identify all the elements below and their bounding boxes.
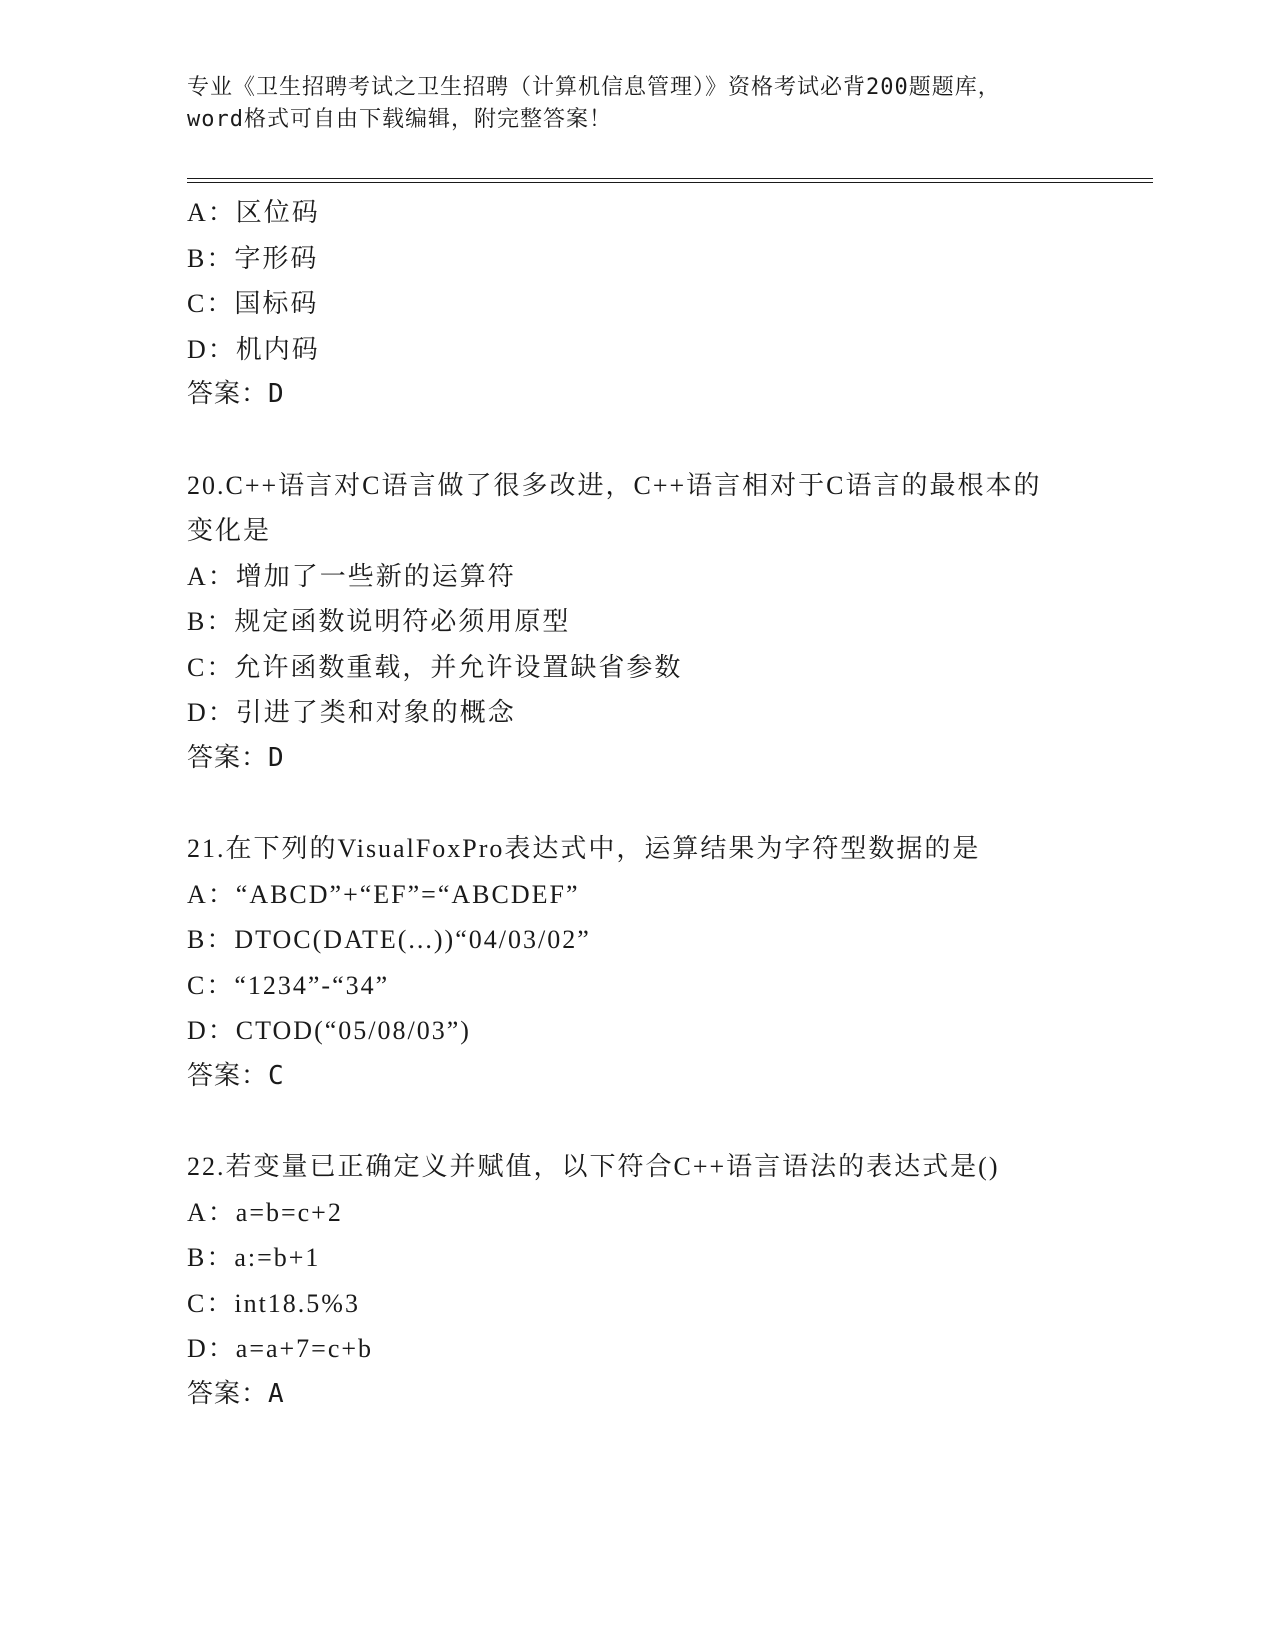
header-divider-top [187, 178, 1153, 179]
option-d: D：CTOD(“05/08/03”) [187, 1016, 471, 1045]
question-22-block [187, 1144, 1107, 1417]
option-b: B：DTOC(DATE(...))“04/03/02” [187, 925, 591, 954]
option-a: A：“ABCD”+“EF”=“ABCDEF” [187, 879, 580, 909]
option-a: A：增加了一些新的运算符 [187, 561, 516, 591]
header-title-line-1: 专业《卫生招聘考试之卫生招聘（计算机信息管理）》资格考试必背200题题库， [187, 75, 1001, 100]
option-b: B：规定函数说明符必须用原型 [187, 607, 571, 636]
question-19-block [187, 190, 1107, 418]
spacer [187, 781, 1107, 826]
option-c: C：“1234”-“34” [187, 970, 390, 1000]
question-stem-continued: 变化是 [187, 516, 272, 545]
option-b: B：字形码 [187, 243, 319, 273]
option-c: C：国标码 [187, 289, 319, 318]
answer-line: 答案：D [187, 379, 285, 409]
option-a: A：a=b=c+2 [187, 1197, 343, 1227]
question-stem: 21.在下列的VisualFoxPro表达式中，运算结果为字符型数据的是 [187, 834, 981, 863]
header-divider-bottom [187, 182, 1153, 183]
header-title-line-2: word格式可自由下载编辑，附完整答案！ [187, 107, 612, 132]
answer-line: 答案：A [187, 1378, 285, 1409]
spacer [187, 1099, 1107, 1144]
option-d: D：引进了类和对象的概念 [187, 698, 516, 727]
answer-line: 答案：C [187, 1060, 285, 1091]
option-c: C：int18.5%3 [187, 1288, 360, 1318]
option-d: D：a=a+7=c+b [187, 1334, 374, 1363]
answer-line: 答案：D [187, 742, 285, 773]
option-c: C：允许函数重载，并允许设置缺省参数 [187, 652, 683, 682]
option-d: D：机内码 [187, 334, 320, 364]
option-b: B：a:=b+1 [187, 1243, 321, 1272]
document-header [187, 72, 1087, 136]
spacer [187, 418, 1107, 463]
question-21-block [187, 826, 1107, 1099]
question-stem: 20.C++语言对C语言做了很多改进，C++语言相对于C语言的最根本的 [187, 470, 1042, 500]
question-20-block [187, 463, 1107, 782]
option-a: A：区位码 [187, 198, 320, 227]
question-stem: 22.若变量已正确定义并赋值，以下符合C++语言语法的表达式是() [187, 1152, 1000, 1181]
question-list [187, 190, 1107, 1417]
